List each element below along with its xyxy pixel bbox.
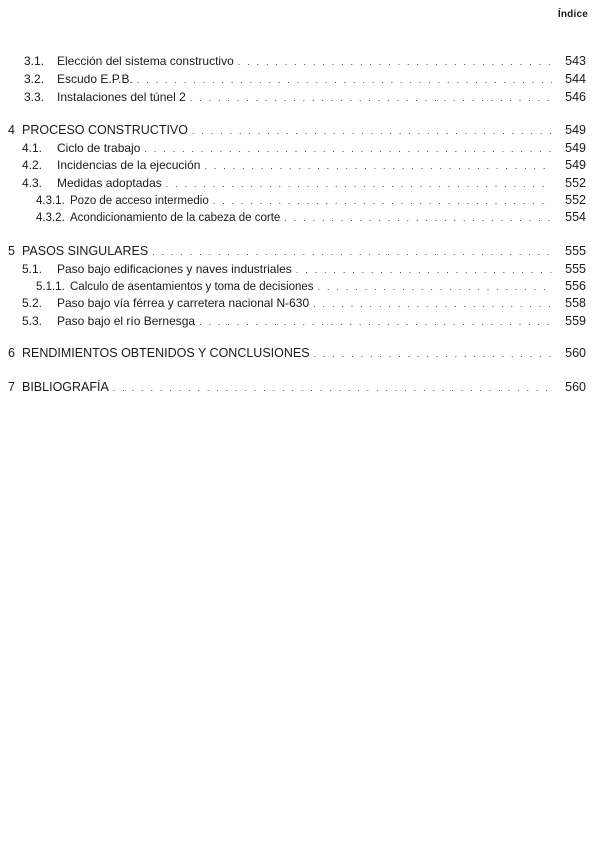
toc-dot-leader: [113, 381, 552, 395]
toc-entry-page: 549: [565, 158, 586, 172]
toc-entry-title: Acondicionamiento de la cabeza de corte: [70, 212, 281, 224]
toc-entry-page: 560: [565, 380, 586, 394]
toc-entry-4[interactable]: [8, 123, 586, 138]
toc-entry-page: 549: [565, 123, 586, 137]
toc-entry-page: 559: [565, 314, 586, 328]
toc-entry-number: 3.3.: [24, 90, 45, 104]
toc-entry-3-1[interactable]: [24, 54, 586, 69]
toc-entry-5[interactable]: [8, 244, 586, 259]
toc-dot-leader: [213, 194, 552, 208]
toc-entry-5-3[interactable]: [22, 314, 586, 329]
toc-entry-title: RENDIMIENTOS OBTENIDOS Y CONCLUSIONES: [22, 346, 310, 360]
toc-entry-4-3-2[interactable]: [36, 210, 586, 225]
toc-entry-page: 546: [565, 90, 586, 104]
toc-entry-title: PROCESO CONSTRUCTIVO: [22, 123, 188, 137]
toc-entry-number: 5.1.: [22, 262, 43, 276]
toc-dot-leader: [166, 177, 552, 191]
toc-entry-page: 552: [565, 176, 586, 190]
toc-dot-leader: [238, 55, 552, 69]
toc-dot-leader: [144, 142, 552, 156]
toc-entry-title: BIBLIOGRAFÍA: [22, 380, 109, 394]
toc-entry-title: Elección del sistema constructivo: [57, 54, 234, 68]
toc-entry-number: 4.2.: [22, 158, 43, 172]
toc-entry-number: 4.3.2.: [36, 212, 65, 224]
header-section-label: Índice: [557, 9, 588, 20]
toc-entry-5-2[interactable]: [22, 296, 586, 311]
toc-dot-leader: [318, 280, 552, 294]
toc-entry-number: 4.3.: [22, 176, 43, 190]
toc-entry-page: 556: [565, 279, 586, 293]
toc-entry-number: 3.1.: [24, 54, 45, 68]
toc-entry-5-1[interactable]: [22, 262, 586, 277]
toc-entry-5-1-1[interactable]: [36, 279, 586, 294]
toc-entry-7[interactable]: [8, 380, 586, 395]
toc-entry-title: Paso bajo edificaciones y naves industriales: [57, 262, 292, 276]
toc-entry-title: Paso bajo vía férrea y carretera nacional N-630: [57, 296, 310, 310]
toc-dot-leader: [314, 347, 552, 361]
toc-dot-leader: [192, 124, 552, 138]
toc-entry-number: 5.3.: [22, 314, 43, 328]
toc-entry-title: Ciclo de trabajo: [57, 141, 141, 155]
toc-entry-title: Paso bajo el río Bernesga: [57, 314, 196, 328]
toc-entry-number: 5: [8, 244, 15, 258]
toc-entry-title: PASOS SINGULARES: [22, 244, 149, 258]
toc-dot-leader: [137, 73, 552, 87]
toc-entry-title: Pozo de acceso intermedio: [70, 195, 209, 207]
toc-entry-page: 558: [565, 296, 586, 310]
toc-entry-6[interactable]: [8, 346, 586, 361]
toc-entry-number: 7: [8, 380, 15, 394]
toc-entry-title: Incidencias de la ejecución: [57, 158, 201, 172]
toc-entry-3-2[interactable]: [24, 72, 586, 87]
toc-entry-number: 6: [8, 346, 15, 360]
toc-entry-4-2[interactable]: [22, 158, 586, 173]
toc-entry-number: 5.2.: [22, 296, 43, 310]
toc-entry-page: 555: [565, 262, 586, 276]
toc-entry-number: 3.2.: [24, 72, 45, 86]
toc-entry-page: 560: [565, 346, 586, 360]
toc-entry-4-3-1[interactable]: [36, 193, 586, 208]
toc-dot-leader: [204, 159, 552, 173]
toc-entry-page: 544: [565, 72, 586, 86]
toc-entry-page: 552: [565, 193, 586, 207]
toc-entry-number: 4.1.: [22, 141, 43, 155]
toc-dot-leader: [199, 315, 552, 329]
toc-dot-leader: [284, 211, 552, 225]
toc-entry-page: 543: [565, 54, 586, 68]
toc-entry-title: Escudo E.P.B.: [57, 72, 133, 86]
toc-entry-page: 555: [565, 244, 586, 258]
toc-entry-4-1[interactable]: [22, 141, 586, 156]
toc-dot-leader: [152, 245, 552, 259]
toc-entry-title: Medidas adoptadas: [57, 176, 162, 190]
toc-entry-number: 4.3.1.: [36, 195, 65, 207]
toc-entry-title: Calculo de asentamientos y toma de decisiones: [70, 281, 314, 293]
toc-entry-page: 549: [565, 141, 586, 155]
toc-entry-4-3[interactable]: [22, 176, 586, 191]
toc-entry-title: Instalaciones del túnel 2: [57, 90, 186, 104]
toc-dot-leader: [296, 263, 552, 277]
toc-entry-3-3[interactable]: [24, 90, 586, 105]
toc-entry-page: 554: [565, 210, 586, 224]
toc-entry-number: 4: [8, 123, 15, 137]
toc-dot-leader: [313, 297, 552, 311]
toc-dot-leader: [190, 91, 552, 105]
toc-entry-number: 5.1.1.: [36, 281, 65, 293]
